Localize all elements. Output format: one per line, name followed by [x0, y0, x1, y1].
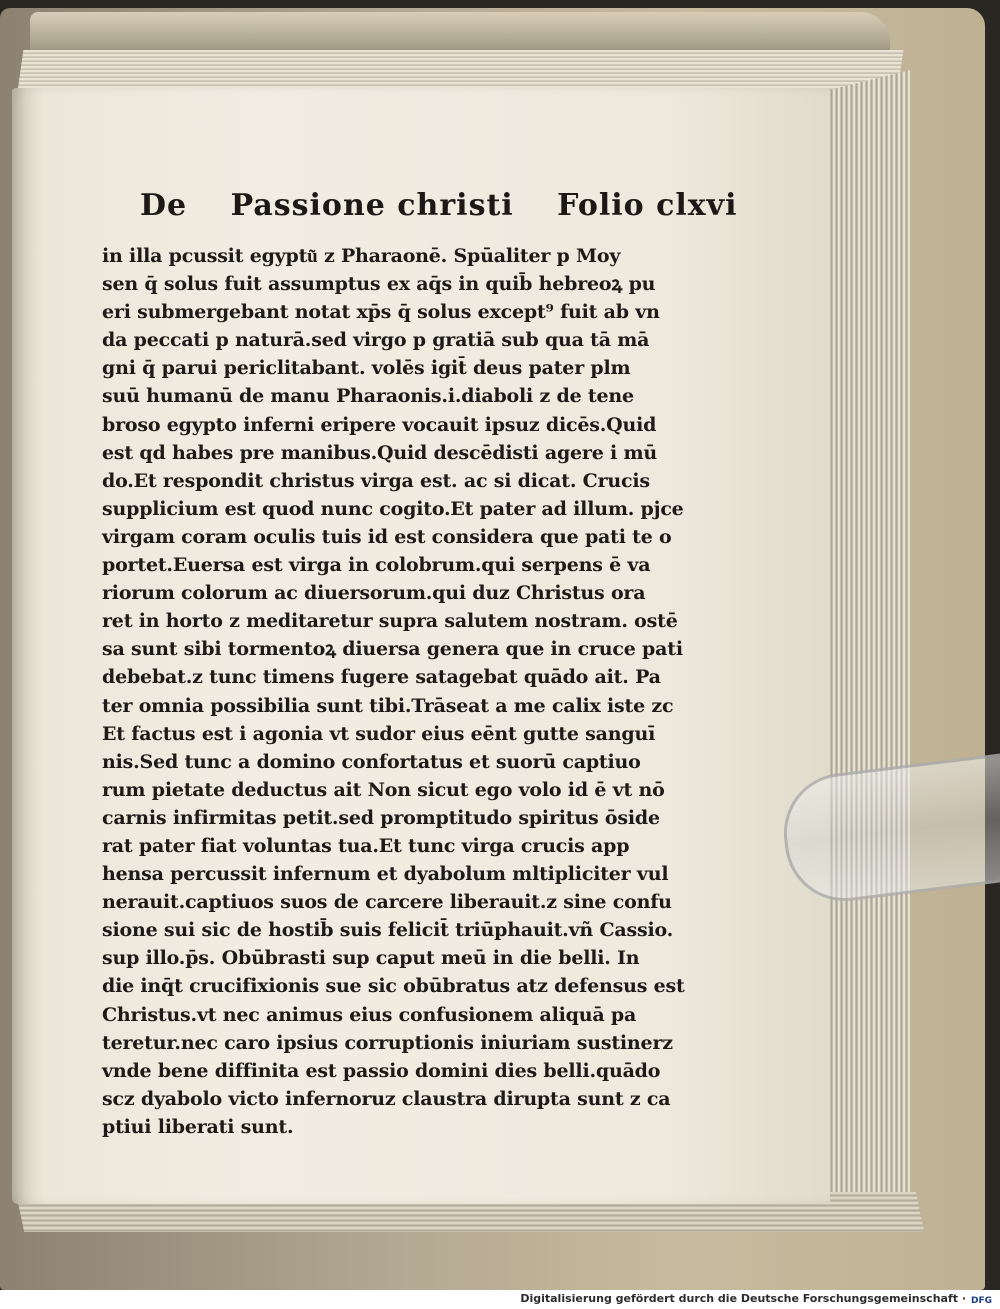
text-line: do.Et respondit christus virga est. ac si dicat. Crucis	[102, 469, 650, 492]
text-line: debebat.z tunc timens fugere satagebat quādo ait. Pa	[102, 666, 661, 689]
text-line: sup illo.p̄s. Obūbrasti sup caput meū in die belli. In	[102, 947, 640, 970]
text-line: gni q̄ parui periclitabant. volēs igit̄ deus pater plm	[102, 357, 631, 380]
text-line: rat pater fiat voluntas tua.Et tunc virga crucis app	[102, 834, 630, 857]
text-line: suū humanū de manu Pharaonis.i.diaboli z de tene	[102, 385, 634, 408]
dfg-credit-text: Digitalisierung gefördert durch die Deutsche Forschungsgemeinschaft ·	[520, 1292, 966, 1305]
text-line: Christus.vt nec animus eius confusionem aliquā pa	[102, 1003, 637, 1026]
text-line: teretur.nec caro ipsius corruptionis iniuriam sustinerz	[102, 1031, 673, 1054]
text-line: Et factus est i agonia vt sudor eius eēnt gutte sanguī	[102, 722, 656, 745]
text-line: supplicium est quod nunc cogito.Et pater ad illum. pjce	[102, 497, 684, 520]
text-line: carnis infirmitas petit.sed promptitudo spiritus ōside	[102, 806, 660, 829]
text-line: broso egypto inferni eripere vocauit ipsuz dicēs.Quid	[102, 413, 657, 436]
text-line: virgam coram oculis tuis id est considera que pati te o	[102, 525, 672, 548]
text-line: sen q̄ solus fuit assumptus ex aq̄s in quib̄ hebreoꝝ pu	[102, 273, 656, 296]
text-line: portet.Euersa est virga in colobrum.qui serpens ē va	[102, 554, 651, 577]
text-line: hensa percussit infernum et dyabolum mltipliciter vul	[102, 863, 669, 886]
text-line: ptiui liberati sunt.	[102, 1115, 294, 1138]
text-line: eri submergebant notat xp̄s q̄ solus except⁹ fuit ab vn	[102, 301, 660, 324]
text-line: in illa pcussit egyptu͂ z Pharaonē. Spūaliter p Moy	[102, 245, 621, 267]
text-line: est qd habes pre manibus.Quid descēdisti agere i mū	[102, 441, 657, 464]
text-line: sione sui sic de hostib̄ suis felicit̄ triūphauit.vñ Cassio.	[102, 919, 674, 942]
running-head-title: Passione christi	[230, 188, 514, 223]
text-line: nis.Sed tunc a domino confortatus et suorū captiuo	[102, 750, 641, 773]
text-line: vnde bene diffinita est passio domini dies belli.quādo	[102, 1059, 661, 1082]
text-line: sa sunt sibi tormentoꝝ diuersa genera que in cruce pati	[102, 638, 683, 661]
text-line: ter omnia possibilia sunt tibi.Trāseat a me calix iste zc	[102, 694, 674, 717]
running-head	[140, 188, 738, 223]
text-line: scz dyabolo victo infernoruz claustra dirupta sunt z ca	[102, 1087, 671, 1110]
text-line: rum pietate deductus ait Non sicut ego volo id ē vt nō	[102, 778, 665, 801]
running-head-folio: Folio clxvi	[557, 188, 738, 223]
text-line: da peccati p naturā.sed virgo p gratiā sub qua tā mā	[102, 329, 650, 352]
dfg-logo-icon	[970, 1293, 996, 1305]
text-line: ret in horto z meditaretur supra salutem nostram. ostē	[102, 610, 678, 633]
text-line: nerauit.captiuos suos de carcere liberauit.z sine confu	[102, 891, 672, 914]
text-block	[102, 242, 722, 1141]
running-head-de: De	[140, 188, 188, 223]
text-line: riorum colorum ac diuersorum.qui duz Christus ora	[102, 582, 646, 605]
svg-text:DFG: DFG	[971, 1296, 993, 1305]
page-stack-right	[818, 70, 910, 1210]
footer-bar	[0, 1290, 1000, 1309]
text-line: die inq̄t crucifixionis sue sic obūbratus atz defensus est	[102, 975, 685, 998]
